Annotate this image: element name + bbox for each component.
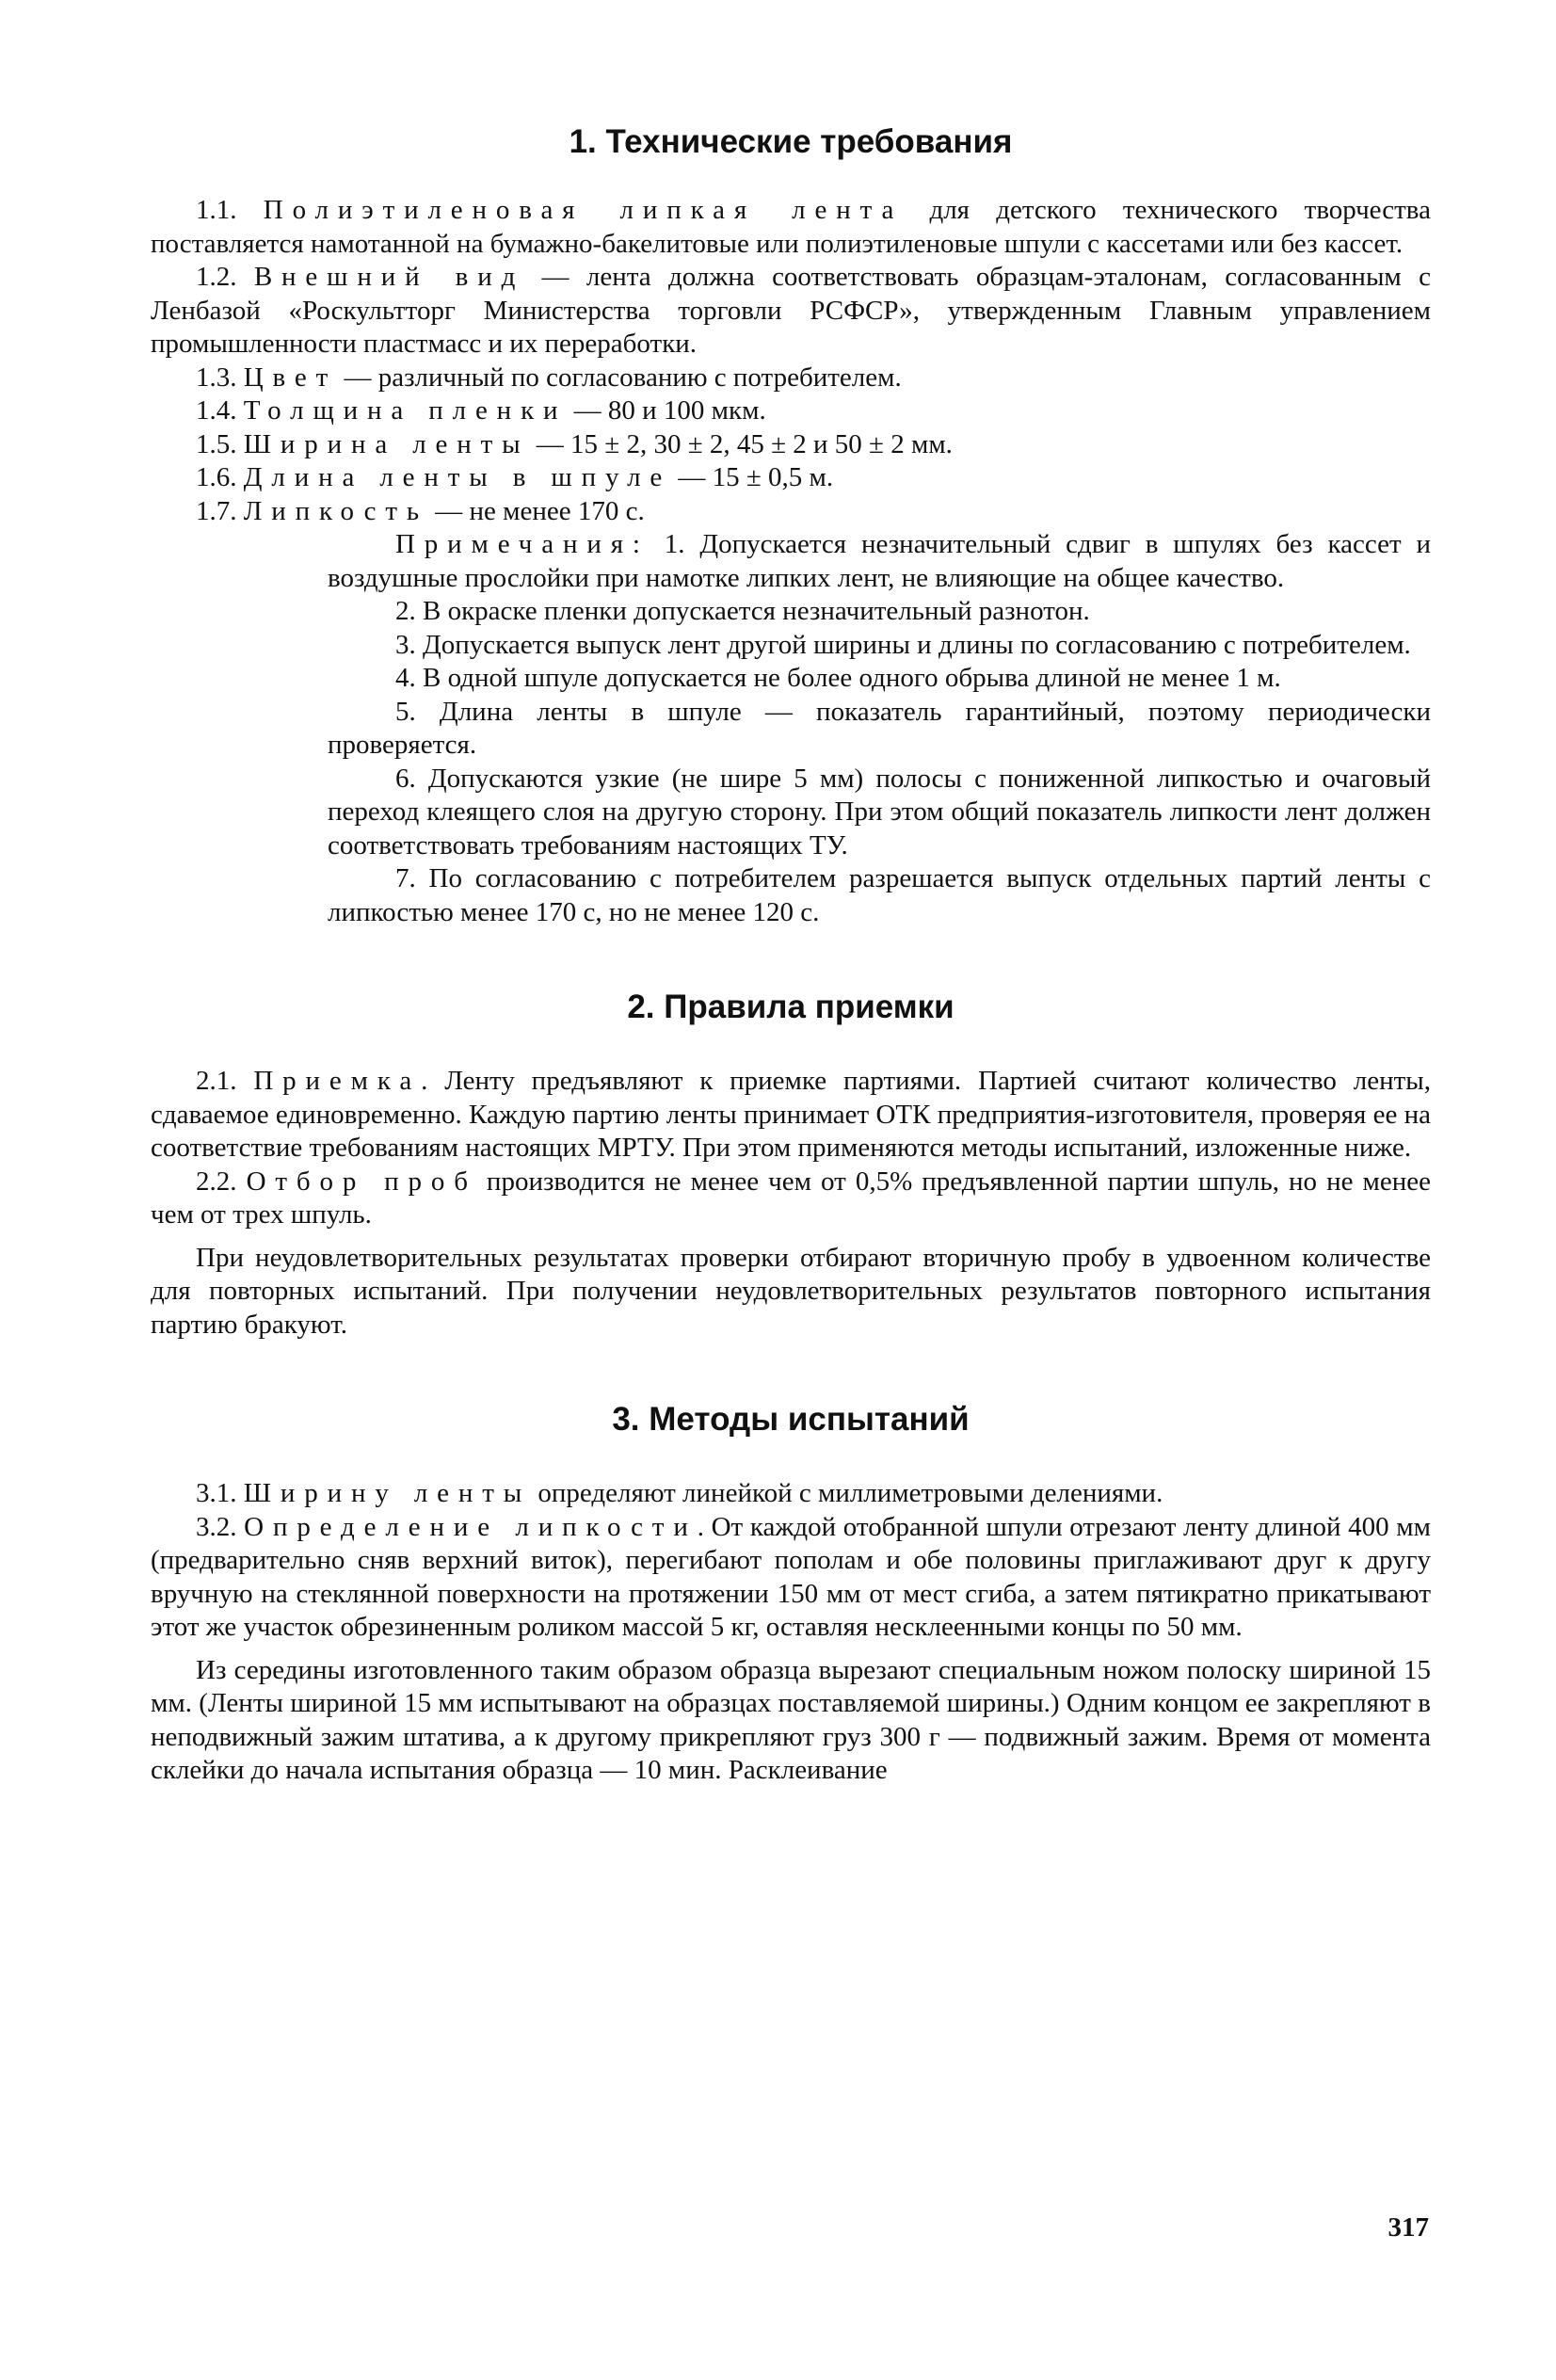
item-text: производится не менее чем от 0,5% предъявленной партии шпуль, но не менее чем от трех шпуль. [151,1166,1432,1230]
section-1-title: 1. Технические требования [569,123,1013,160]
paragraph-3-1 [151,1477,1431,1511]
item-number: 2.2. [196,1166,237,1197]
paragraph-3-3: Из середины изготовленного таким образом образца вырезают специальным ножом полоску шириной 15 мм. (Ленты шириной 15 мм испытывают на образцах поставляемой ширины.) Одним концом ее закрепляют в неподвижный зажим штатива, а к другому прикрепляют груз 300 г — подвижный зажим. Время от момента склейки до начала испытания образца — 10 мин. Расклеивание [151,1654,1431,1785]
notes-label: Примечания: [395,529,650,559]
item-term: Ширина ленты [243,428,530,459]
note-4: 4. В одной шпуле допускается не более одного обрыва длиной не менее 1 м. [395,663,1281,693]
item-number: 2.1. [196,1066,237,1096]
item-term: Цвет [243,362,338,393]
item-number: 1.6. [196,462,237,492]
paragraph-2-2 [151,1166,1431,1232]
item-text: — лента должна соответствовать образцам-эталонам, согласованным с Ленбазой «Роскультторг Министерства торговли РСФСР», утвержденным Главным управлением промышленности пластмасс и их переработки. [151,262,1431,359]
note-3: 3. Допускается выпуск лент другой ширины и длины по согласованию с потребителем. [395,629,1411,660]
item-text: определяют линейкой с миллиметровыми делениями. [531,1478,1163,1508]
item-term: Ширину ленты [243,1478,532,1508]
item-number: 1.1. [196,195,237,225]
page-content [151,122,1431,1788]
item-text: — 15 ± 2, 30 ± 2, 45 ± 2 и 50 ± 2 мм. [529,428,953,459]
section-3-title: 3. Методы испытаний [612,1401,970,1438]
item-text: для детского технического творчества поставляется намотанной на бумажно-бакелитовые или полиэтиленовые шпули с кассетами или без кассет. [151,195,1431,259]
item-text: — 80 и 100 мкм. [567,395,766,426]
note-text: 1. Допускается незначительный сдвиг в шпулях без кассет и воздушные прослойки при намотке липких лент, не влияющие на общее качество. [328,529,1432,593]
paragraph-1-2 [151,261,1431,362]
item-number: 1.7. [196,495,237,526]
note-1 [328,528,1431,595]
item-number: 3.1. [196,1478,237,1508]
item-text: . От каждой отобранной шпули отрезают ленту длиной 400 мм (предварительно сняв верхний виток), перегибают пополам и обе половины приглаживают друг к другу вручную на стеклянной поверхности на протяжении 150 мм от мест сгиба, а затем пятикратно прикатывают этот же участок обрезиненным роликом массой 5 кг, оставляя несклеенными концы по 50 мм. [151,1511,1432,1642]
note-5: 5. Длина ленты в шпуле — показатель гарантийный, поэтому периодически проверяется. [328,696,1431,760]
paragraph-1-3 [151,362,1431,395]
paragraph-2-1 [151,1065,1431,1166]
note-2: 2. В окраске пленки допускается незначительный разнотон. [395,596,1090,626]
notes-block [328,528,1431,929]
note-6: 6. Допускаются узкие (не шире 5 мм) полосы с пониженной липкостью и очаговый переход клеящего слоя на другую сторону. При этом общий показатель липкости лент должен соответствовать требованиям настоящих ТУ. [328,763,1431,860]
item-term: Внешний вид [253,262,525,292]
item-text: — различный по согласованию с потребителем. [337,362,902,393]
item-text: — 15 ± 0,5 м. [671,462,834,492]
item-term: Толщина пленки [243,395,568,426]
item-text: . Ленту предъявляют к приемке партиями. Партией считают количество ленты, сдаваемое единовременно. Каждую партию ленты принимает ОТК предприятия-изготовителя, проверяя ее на соответствие требованиям настоящих МРТУ. При этом применяются методы испытаний, изложенные ниже. [151,1066,1432,1163]
item-term: Определение липкости [244,1511,698,1542]
paragraph-1-5 [151,428,1431,462]
item-term: Полиэтиленовая липкая лента [263,195,904,225]
page-number: 317 [1388,2212,1429,2243]
paragraph-1-4 [151,394,1431,428]
paragraph-1-6 [151,461,1431,495]
item-number: 1.5. [196,428,237,459]
note-7: 7. По согласованию с потребителем разрешается выпуск отдельных партий ленты с липкостью менее 170 с, но не менее 120 с. [328,863,1431,927]
paragraph-1-7 [151,495,1431,529]
item-term: Приемка [253,1066,422,1096]
item-term: Липкость [243,495,428,526]
paragraph-2-3: При неудовлетворительных результатах проверки отбирают вторичную пробу в удвоенном количестве для повторных испытаний. При получении неудовлетворительных результатов повторного испытания партию бракуют. [151,1242,1431,1340]
item-text: — не менее 170 с. [427,495,645,526]
paragraph-3-2 [151,1511,1431,1645]
item-number: 1.2. [196,262,237,292]
item-number: 3.2. [196,1511,237,1542]
paragraph-1-1 [151,194,1431,261]
item-term: Длина ленты в шпуле [243,462,672,492]
item-term: Отбор проб [246,1166,477,1197]
item-number: 1.4. [196,395,237,426]
item-number: 1.3. [196,362,237,393]
section-2-title: 2. Правила приемки [627,989,954,1025]
